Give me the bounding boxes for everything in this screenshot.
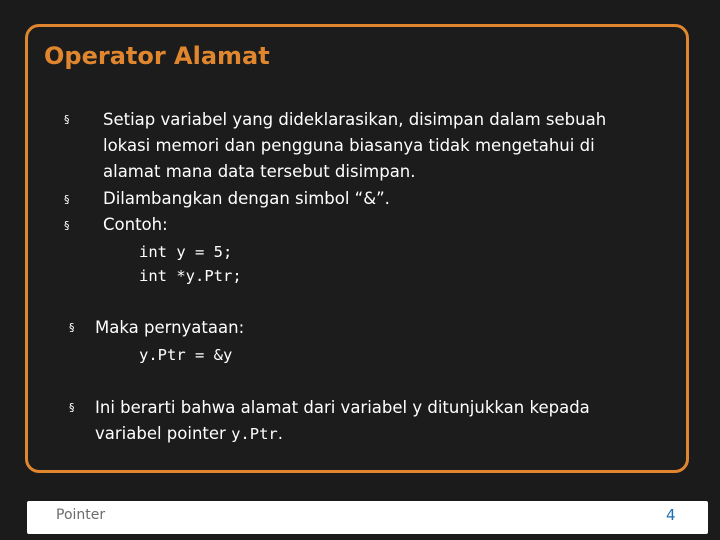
list-item-meaning-line1: Ini berarti bahwa alamat dari variabel y ditunjukkan kepada xyxy=(95,398,590,417)
list-item-declared-variables-line1: Setiap variabel yang dideklarasikan, disimpan dalam sebuah xyxy=(103,110,607,129)
list-item-meaning-line2 xyxy=(95,421,283,447)
footer-label: Pointer xyxy=(56,507,106,523)
code-line-declare-pointer: int *y.Ptr; xyxy=(139,267,242,285)
pointer-code: y.Ptr xyxy=(231,425,278,443)
bullet-icon: § xyxy=(64,113,70,126)
list-item-declared-variables-line3: alamat mana data tersebut disimpan. xyxy=(103,162,416,181)
list-item-statement: Maka pernyataan: xyxy=(95,318,245,337)
list-item-declared-variables-line2: lokasi memori dan pengguna biasanya tidak mengetahui di xyxy=(103,136,595,155)
list-item-example: Contoh: xyxy=(103,215,168,234)
bullet-icon: § xyxy=(69,321,75,334)
footer-bar xyxy=(27,501,708,534)
code-line-declare-y: int y = 5; xyxy=(139,243,233,261)
slide-title: Operator Alamat xyxy=(44,42,270,70)
bullet-icon: § xyxy=(69,401,75,414)
code-line-assignment: y.Ptr = &y xyxy=(139,346,233,364)
meaning-text: variabel pointer xyxy=(95,424,232,443)
bullet-icon: § xyxy=(64,193,70,206)
meaning-period: . xyxy=(277,424,283,443)
bullet-icon: § xyxy=(64,219,70,232)
list-item-symbol: Dilambangkan dengan simbol “&”. xyxy=(103,189,390,208)
page-number: 4 xyxy=(666,506,676,524)
